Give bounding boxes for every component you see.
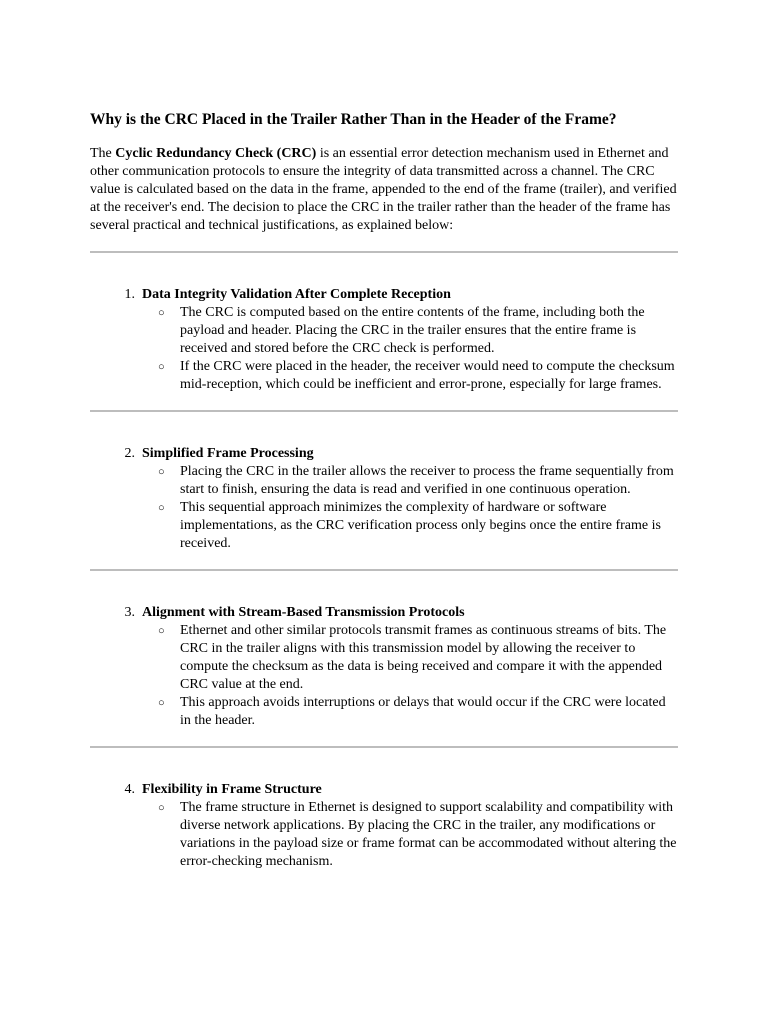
section-title: Data Integrity Validation After Complete Reception: [142, 287, 451, 302]
section-title: Alignment with Stream-Based Transmission Protocols: [142, 605, 465, 620]
section-heading: [90, 286, 678, 304]
section-number: 3.: [124, 605, 135, 620]
intro-body: is an essential error detection mechanism used in Ethernet and other communication protocols to ensure the integrity of data transmitted across a channel. The CRC value is calculated based on the data in the frame, appended to the end of the frame (trailer), and verified at the receiver's end. The decision to place the CRC in the trailer rather than the header of the frame has several practical and technical justifications, as explained below:: [90, 146, 677, 233]
hollow-circle-bullet-icon: ○: [158, 307, 165, 319]
hollow-circle-bullet-icon: ○: [158, 361, 165, 373]
section-heading: [90, 781, 678, 799]
list-item: [158, 304, 678, 358]
intro-paragraph: [90, 145, 678, 235]
list-item: [158, 499, 678, 553]
divider: [90, 410, 678, 412]
section-title: Flexibility in Frame Structure: [142, 782, 322, 797]
document-page: [90, 110, 678, 871]
bullet-list: [90, 799, 678, 871]
list-item: [158, 463, 678, 499]
bullet-text: The CRC is computed based on the entire contents of the frame, including both the payload and header. Placing the CRC in the trailer ensures that the entire frame is received and stored before the CRC check is performed.: [180, 305, 645, 356]
hollow-circle-bullet-icon: ○: [158, 802, 165, 814]
divider: [90, 746, 678, 748]
bullet-text: This sequential approach minimizes the complexity of hardware or software implementations, as the CRC verification process only begins once the entire frame is received.: [180, 500, 661, 551]
section-title: Simplified Frame Processing: [142, 446, 314, 461]
hollow-circle-bullet-icon: ○: [158, 697, 165, 709]
bullet-text: If the CRC were placed in the header, the receiver would need to compute the checksum mid-reception, which could be inefficient and error-prone, especially for large frames.: [180, 359, 675, 392]
list-item: [158, 358, 678, 394]
section-heading: [90, 604, 678, 622]
intro-prefix: The: [90, 146, 116, 161]
bullet-text: Placing the CRC in the trailer allows the receiver to process the frame sequentially from start to finish, ensuring the data is read and verified in one continuous operation.: [180, 464, 674, 497]
document-title: Why is the CRC Placed in the Trailer Rather Than in the Header of the Frame?: [90, 111, 617, 128]
bullet-text: Ethernet and other similar protocols transmit frames as continuous streams of bits. The CRC in the trailer aligns with this transmission model by allowing the receiver to compute the checksum as the data is being received and compare it with the appended CRC value at the end.: [180, 623, 667, 692]
hollow-circle-bullet-icon: ○: [158, 625, 165, 637]
section-1: [90, 286, 678, 412]
bullet-list: [90, 622, 678, 730]
section-2: [90, 445, 678, 571]
list-item: [158, 622, 678, 694]
section-4: [90, 781, 678, 871]
hollow-circle-bullet-icon: ○: [158, 502, 165, 514]
bullet-list: [90, 463, 678, 553]
list-item: [158, 694, 678, 730]
section-heading: [90, 445, 678, 463]
hollow-circle-bullet-icon: ○: [158, 466, 165, 478]
section-number: 4.: [124, 782, 135, 797]
bullet-list: [90, 304, 678, 394]
section-3: [90, 604, 678, 748]
section-number: 2.: [124, 446, 135, 461]
section-number: 1.: [124, 287, 135, 302]
list-item: [158, 799, 678, 871]
divider: [90, 251, 678, 253]
intro-bold-term: Cyclic Redundancy Check (CRC): [115, 146, 317, 161]
bullet-text: The frame structure in Ethernet is designed to support scalability and compatibility with diverse network applications. By placing the CRC in the trailer, any modifications or variations in the payload size or frame format can be accommodated without altering the error-checking mechanism.: [180, 800, 677, 869]
bullet-text: This approach avoids interruptions or delays that would occur if the CRC were located in the header.: [180, 695, 666, 728]
divider: [90, 569, 678, 571]
